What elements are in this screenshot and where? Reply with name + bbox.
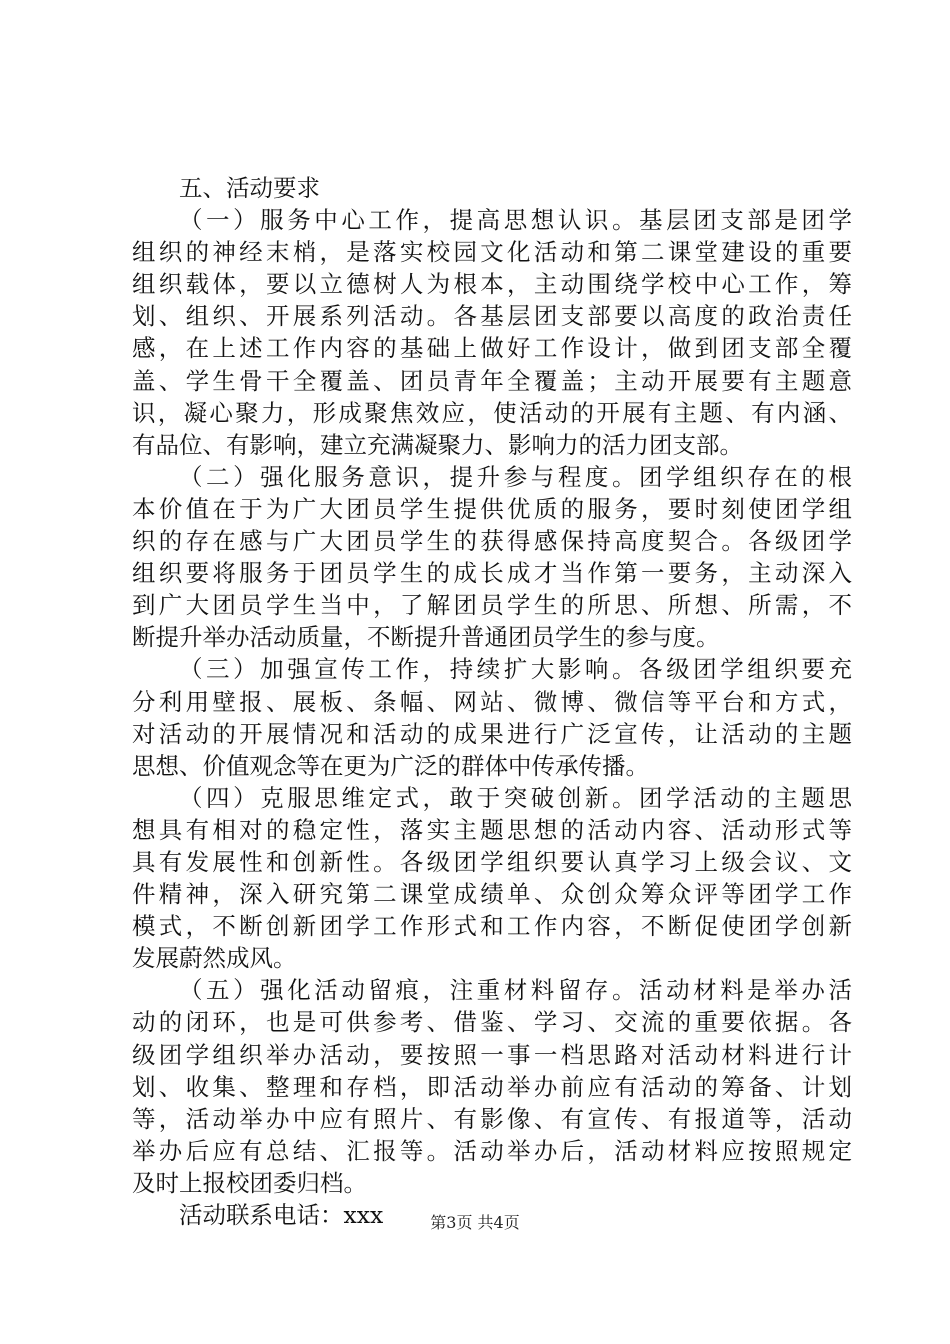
paragraph-line: 划、组织、开展系列活动。各基层团支部要以高度的政治责任 [132, 302, 852, 331]
paragraph-line: 识，凝心聚力，形成聚焦效应，使活动的开展有主题、有内涵、 [132, 398, 852, 427]
document-body [132, 172, 852, 1231]
paragraph-line: 及时上报校团委归档。 [132, 1168, 367, 1197]
contact-line: 活动联系电话：xxx [179, 1201, 384, 1229]
paragraph-line: （二）强化服务意识，提升参与程度。团学组织存在的根 [179, 462, 852, 491]
paragraph-line: 感，在上述工作内容的基础上做好工作设计，做到团支部全覆 [132, 334, 852, 363]
paragraph-line: 组织载体，要以立德树人为根本，主动围绕学校中心工作，筹 [132, 270, 852, 299]
paragraph-line: 组织要将服务于团员学生的成长成才当作第一要务，主动深入 [132, 559, 852, 588]
paragraph-line: 想具有相对的稳定性，落实主题思想的活动内容、活动形式等 [132, 815, 852, 844]
paragraph-line: 本价值在于为广大团员学生提供优质的服务，要时刻使团学组 [132, 494, 852, 523]
paragraph-2 [132, 461, 852, 654]
paragraph-line: 断提升举办活动质量，不断提升普通团员学生的参与度。 [132, 623, 720, 652]
paragraph-line: 发展蔚然成风。 [132, 944, 297, 973]
paragraph-line: 织的存在感与广大团员学生的获得感保持高度契合。各级团学 [132, 527, 852, 556]
paragraph-line: 举办后应有总结、汇报等。活动举办后，活动材料应按照规定 [132, 1136, 852, 1165]
paragraph-line: （四）克服思维定式，敢于突破创新。团学活动的主题思 [179, 783, 852, 812]
paragraph-3 [132, 653, 852, 781]
paragraph-line: 盖、学生骨干全覆盖、团员青年全覆盖；主动开展要有主题意 [132, 366, 852, 395]
paragraph-line: 模式，不断创新团学工作形式和工作内容，不断促使团学创新 [132, 912, 852, 941]
paragraph-line: 有品位、有影响，建立充满凝聚力、影响力的活力团支部。 [132, 430, 743, 459]
paragraph-line: 级团学组织举办活动，要按照一事一档思路对活动材料进行计 [132, 1040, 852, 1069]
paragraph-1 [132, 204, 852, 461]
page-footer: 第3页 共4页 [430, 1213, 520, 1232]
paragraph-line: （三）加强宣传工作，持续扩大影响。各级团学组织要充 [179, 655, 852, 684]
paragraph-5 [132, 974, 852, 1199]
paragraph-line: 划、收集、整理和存档，即活动举办前应有活动的筹备、计划 [132, 1072, 852, 1101]
paragraph-line: （一）服务中心工作，提高思想认识。基层团支部是团学 [179, 206, 852, 235]
paragraph-line: 思想、价值观念等在更为广泛的群体中传承传播。 [132, 751, 649, 780]
paragraph-line: 件精神，深入研究第二课堂成绩单、众创众筹众评等团学工作 [132, 880, 852, 909]
paragraph-line: 对活动的开展情况和活动的成果进行广泛宣传，让活动的主题 [132, 719, 852, 748]
paragraph-line: 动的闭环，也是可供参考、借鉴、学习、交流的重要依据。各 [132, 1008, 852, 1037]
section-heading: 五、活动要求 [179, 174, 320, 202]
paragraph-line: （五）强化活动留痕，注重材料留存。活动材料是举办活 [179, 976, 852, 1005]
paragraph-line: 组织的神经末梢，是落实校园文化活动和第二课堂建设的重要 [132, 238, 852, 267]
paragraph-line: 到广大团员学生当中，了解团员学生的所思、所想、所需，不 [132, 591, 852, 620]
paragraph-4 [132, 782, 852, 975]
paragraph-line: 具有发展性和创新性。各级团学组织要认真学习上级会议、文 [132, 847, 852, 876]
paragraph-line: 分利用壁报、展板、条幅、网站、微博、微信等平台和方式， [132, 687, 852, 716]
paragraph-line: 等，活动举办中应有照片、有影像、有宣传、有报道等，活动 [132, 1104, 852, 1133]
